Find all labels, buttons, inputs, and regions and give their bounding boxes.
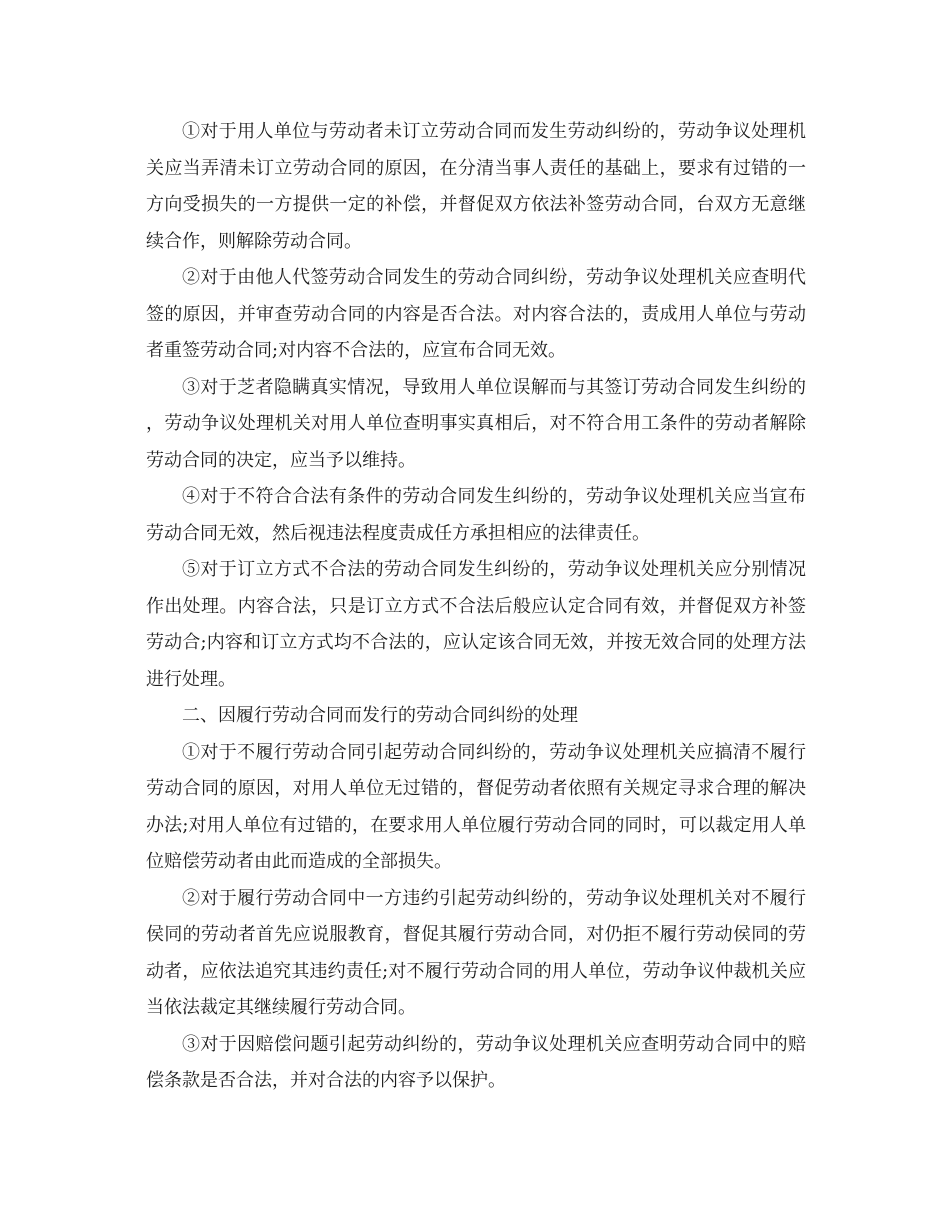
section-heading: 二、因履行劳动合同而发行的劳动合同纠纷的处理 (182, 705, 578, 726)
paragraph-2: ②对于由他人代签劳动合同发生的劳动合同纠纷，劳动争议处理机关应查明代签的原因，并审查劳动合同的内容是否合法。对内容合法的，责成用人单位与劳动者重签劳动合同;对内容不合法的，应宣布合同无效。 (146, 267, 806, 361)
paragraph-1: ①对于用人单位与劳动者未订立劳动合同而发生劳动纠纷的，劳动争议处理机关应当弄清未订立劳动合同的原因，在分清当事人责任的基础上，要求有过错的一方向受损失的一方提供一定的补偿，并督促双方依法补签劳动合同，台双方无意继续合作，则解除劳动合同。 (146, 121, 806, 252)
paragraph-8: ③对于因赔偿问题引起劳动纠纷的，劳动争议处理机关应查明劳动合同中的赔偿条款是否合法，并对合法的内容予以保护。 (146, 1033, 806, 1091)
paragraph-7: ②对于履行劳动合同中一方违约引起劳动纠纷的，劳动争议处理机关对不履行侯同的劳动者首先应说服教育，督促其履行劳动合同，对仍拒不履行劳动侯同的劳动者，应依法追究其违约责任;对不履行劳动合同的用人单位，劳动争议仲裁机关应当依法裁定其继续履行劳动合同。 (146, 887, 806, 1018)
paragraph-6: ①对于不履行劳动合同引起劳动合同纠纷的，劳动争议处理机关应搞清不履行劳动合同的原因，对用人单位无过错的，督促劳动者依照有关规定寻求合理的解决办法;对用人单位有过错的，在要求用人单位履行劳动合同的同时，可以裁定用人单位赔偿劳动者由此而造成的全部损失。 (146, 741, 806, 872)
document-body (146, 114, 806, 1100)
paragraph-3: ③对于芝者隐瞒真实情况，导致用人单位误解而与其签订劳动合同发生纠纷的，劳动争议处理机关对用人单位查明事实真相后，对不符合用工条件的劳动者解除劳动合同的决定，应当予以维持。 (146, 376, 806, 471)
paragraph-4: ④对于不符合合法有条件的劳动合同发生纠纷的，劳动争议处理机关应当宣布劳动合同无效，然后视违法程度责成任方承担相应的法律责任。 (146, 486, 806, 544)
paragraph-5: ⑤对于订立方式不合法的劳动合同发生纠纷的，劳动争议处理机关应分别情况作出处理。内容合法，只是订立方式不合法后般应认定合同有效，并督促双方补签劳动合;内容和订立方式均不合法的，应认定该合同无效，并按无效合同的处理方法进行处理。 (146, 559, 806, 690)
